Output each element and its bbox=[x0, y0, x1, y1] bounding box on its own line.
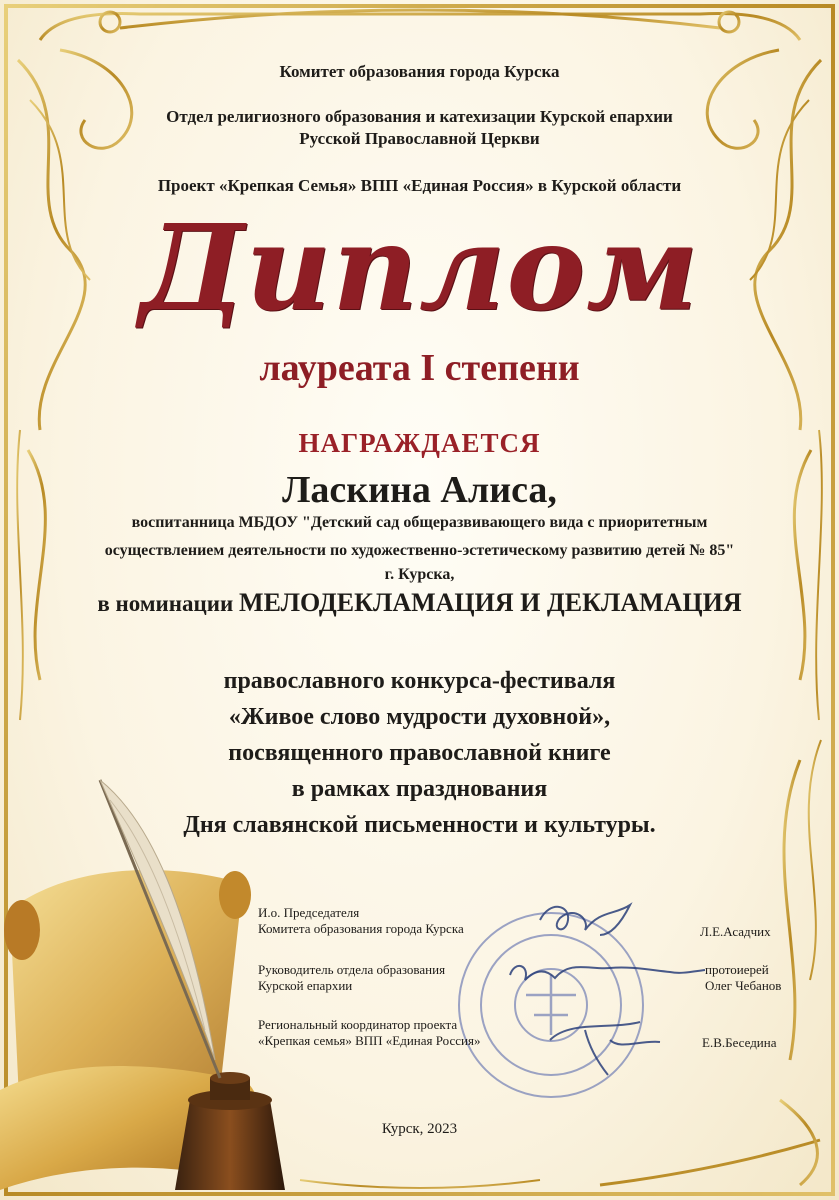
signatory-name: Л.Е.Асадчих bbox=[700, 924, 771, 939]
awarded-label: НАГРАЖДАЕТСЯ bbox=[298, 428, 541, 458]
signatory-role: Региональный координатор проекта «Крепкая семья» ВПП «Единая Россия» bbox=[258, 1017, 481, 1048]
place-and-year: Курск, 2023 bbox=[381, 1121, 458, 1137]
department-heading-line1: Отдел религиозного образования и катехизации Курской епархии bbox=[166, 107, 673, 126]
nomination-name: МЕЛОДЕКЛАМАЦИЯ И ДЕКЛАМАЦИЯ bbox=[239, 588, 742, 617]
contest-line: «Живое слово мудрости духовной», bbox=[228, 704, 611, 730]
recipient-description-line1: воспитанница МБДОУ "Детский сад общеразвивающего вида с приоритетным bbox=[131, 514, 708, 531]
nomination bbox=[0, 588, 839, 618]
nomination-prefix: в номинации bbox=[97, 591, 234, 616]
diploma-title: Диплом bbox=[139, 198, 700, 337]
diploma-subtitle: лауреата I степени bbox=[259, 347, 580, 389]
contest-line: православного конкурса-фестиваля bbox=[223, 668, 616, 694]
project-heading: Проект «Крепкая Семья» ВПП «Единая Россия» в Курской области bbox=[157, 176, 682, 195]
signatory-role: Руководитель отдела образования Курской епархии bbox=[258, 962, 446, 993]
contest-line: посвященного православной книге bbox=[228, 740, 611, 766]
signatory-role: И.о. Председателя Комитета образования города Курска bbox=[258, 905, 464, 936]
signatory-name: Е.В.Беседина bbox=[702, 1035, 777, 1050]
contest-line: в рамках празднования bbox=[291, 776, 548, 802]
recipient-description-line2: осуществлением деятельности по художественно-эстетическому развитию детей № 85" bbox=[104, 542, 735, 559]
signatory-name: протоиерей Олег Чебанов bbox=[705, 962, 782, 993]
recipient-description-line3: г. Курска, bbox=[384, 566, 455, 583]
handwritten-signatures bbox=[490, 890, 720, 1090]
committee-heading: Комитет образования города Курска bbox=[279, 62, 560, 81]
contest-line: Дня славянской письменности и культуры. bbox=[183, 812, 656, 838]
department-heading-line2: Русской Православной Церкви bbox=[299, 129, 540, 148]
recipient-name: Ласкина Алиса, bbox=[282, 469, 557, 511]
